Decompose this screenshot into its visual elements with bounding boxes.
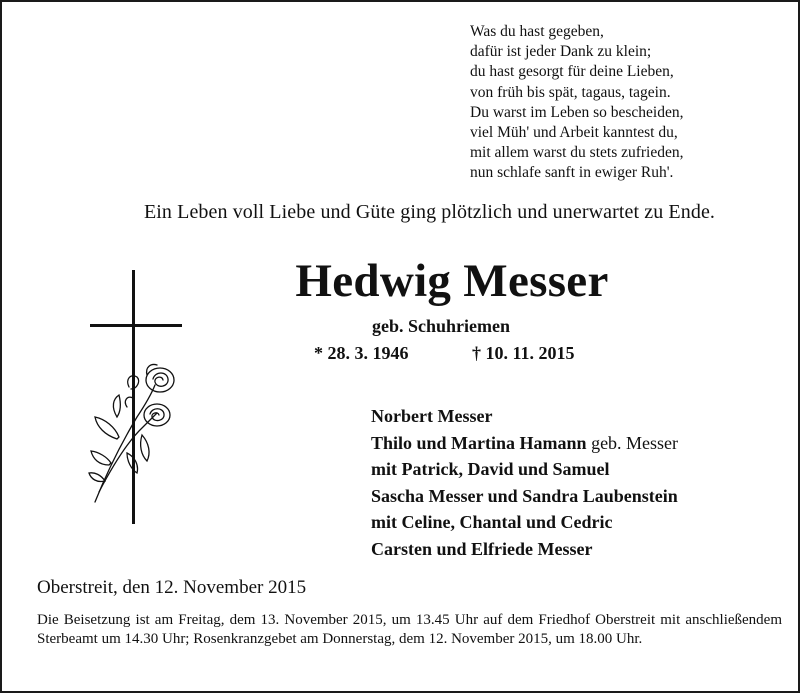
life-dates — [314, 343, 575, 364]
mourner-line: Norbert Messer — [371, 406, 493, 426]
birth-date: * 28. 3. 1946 — [314, 343, 409, 363]
poem-line: nun schlafe sanft in ewiger Ruh'. — [470, 164, 674, 182]
place-and-date: Oberstreit, den 12. November 2015 — [37, 577, 307, 598]
cross-icon — [87, 267, 187, 529]
maiden-name: geb. Schuhriemen — [372, 316, 511, 336]
poem-line: Du warst im Leben so bescheiden, — [470, 103, 684, 121]
mourner-line: mit Celine, Chantal und Cedric — [371, 512, 613, 533]
mourner-line — [371, 430, 678, 457]
poem-line: du hast gesorgt für deine Lieben, — [470, 63, 674, 81]
poem-line: mit allem warst du stets zufrieden, — [470, 144, 684, 162]
mourner-names: Thilo und Martina Hamann — [371, 432, 587, 453]
mourner-line: Carsten und Elfriede Messer — [371, 538, 593, 559]
funeral-notice: Die Beisetzung ist am Freitag, dem 13. November 2015, um 13.45 Uhr auf dem Friedhof Oberstreit mit anschließendem Sterbeamt um 14.30 Uhr; Rosenkranzgebet am Donnerstag, dem 12. November 2015, um 18.00 Uhr. — [37, 612, 782, 648]
poem-line: von früh bis spät, tagaus, tagein. — [470, 83, 671, 101]
poem-line: viel Müh' und Arbeit kanntest du, — [470, 124, 678, 142]
memorial-poem — [470, 22, 684, 184]
deceased-name: Hedwig Messer — [295, 255, 609, 307]
roses-icon — [89, 364, 174, 502]
poem-line: dafür ist jeder Dank zu klein; — [470, 43, 652, 61]
mourner-line: mit Patrick, David und Samuel — [371, 459, 610, 480]
mourners-list — [371, 403, 678, 563]
motto-line: Ein Leben voll Liebe und Güte ging plötzlich und unerwartet zu Ende. — [143, 201, 716, 223]
poem-line: Was du hast gegeben, — [470, 23, 604, 40]
mourner-line: Sascha Messer und Sandra Laubenstein — [371, 485, 678, 506]
mourner-maiden-note: geb. Messer — [586, 432, 679, 453]
death-date: † 10. 11. 2015 — [472, 343, 575, 363]
